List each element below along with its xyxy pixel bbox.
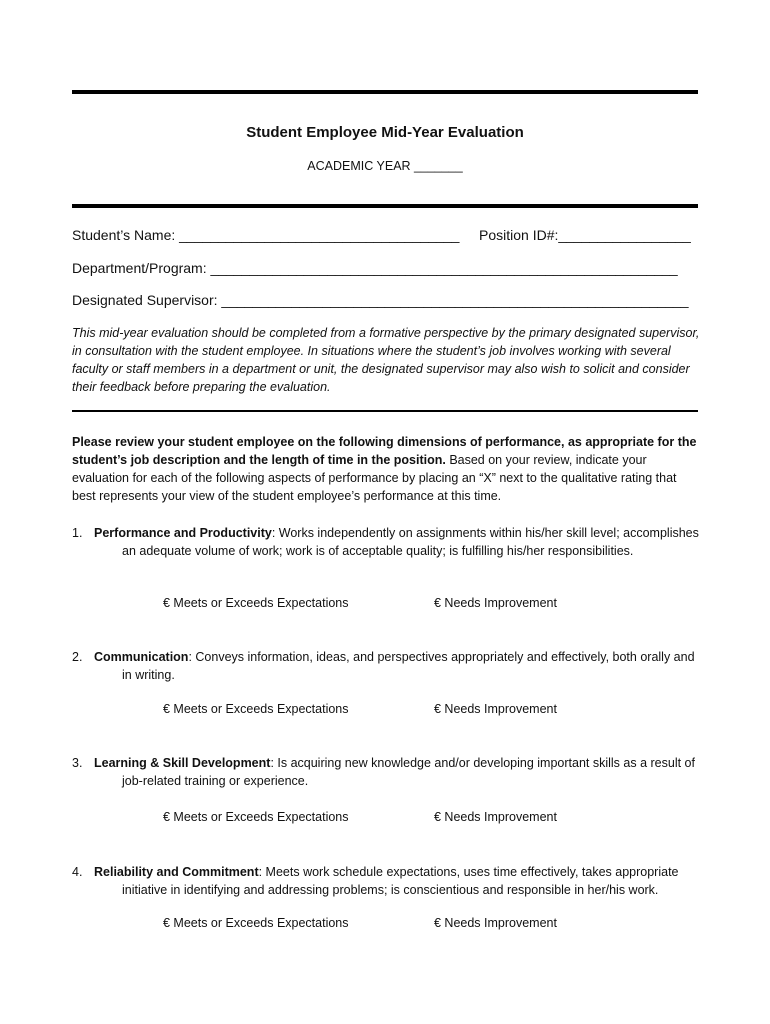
needs-improvement-option[interactable]: € Needs Improvement [434, 810, 557, 824]
academic-year-field[interactable]: ACADEMIC YEAR _______ [307, 159, 463, 173]
item-number: 3. [72, 756, 83, 770]
item-description: : Is acquiring new knowledge and/or developing important skills as a result of job-related training or experience. [122, 756, 695, 788]
needs-improvement-option[interactable]: € Needs Improvement [434, 596, 557, 610]
instructions [72, 433, 702, 505]
evaluation-item [72, 524, 702, 560]
item-title: Performance and Productivity [94, 526, 272, 540]
item-number: 1. [72, 526, 83, 540]
item-description: : Meets work schedule expectations, uses time effectively, takes appropriate initiative in identifying and addressing problems; is conscientious and responsible in her/his work. [122, 865, 679, 897]
item-number: 4. [72, 865, 83, 879]
meets-expectations-option[interactable]: € Meets or Exceeds Expectations [163, 810, 349, 824]
header-bottom-rule [72, 204, 698, 208]
instructions-regular: Based on your review, indicate your evaluation for each of the following aspects of performance by placing an “X” next to the qualitative rating that best represents your view of the student employee’s performance at this time. [72, 453, 677, 503]
item-title: Communication [94, 650, 189, 664]
item-title: Learning & Skill Development [94, 756, 271, 770]
section-divider [72, 410, 698, 412]
evaluation-item [72, 754, 702, 790]
meets-expectations-option[interactable]: € Meets or Exceeds Expectations [163, 702, 349, 716]
position-id-field[interactable]: Position ID#:_________________ [479, 227, 691, 243]
form-title: Student Employee Mid-Year Evaluation [246, 124, 524, 141]
top-rule [72, 90, 698, 94]
item-description: : Conveys information, ideas, and perspectives appropriately and effectively, both orally and in writing. [122, 650, 695, 682]
intro-text: This mid-year evaluation should be completed from a formative perspective by the primary designated supervisor, in consultation with the student employee. In situations where the student’s job involves working with several faculty or staff members in a department or unit, the designated supervisor may also wish to solicit and consider their feedback before preparing the evaluation. [72, 326, 700, 394]
item-number: 2. [72, 650, 83, 664]
needs-improvement-option[interactable]: € Needs Improvement [434, 702, 557, 716]
student-name-field[interactable]: Student’s Name: ____________________________________ [72, 227, 460, 243]
instructions-bold: Please review your student employee on the following dimensions of performance, as appropriate for the student’s job description and the length of time in the position. [72, 435, 697, 467]
department-field[interactable]: Department/Program: ____________________________________________________________ [72, 260, 678, 276]
meets-expectations-option[interactable]: € Meets or Exceeds Expectations [163, 596, 349, 610]
evaluation-item [72, 648, 702, 684]
item-title: Reliability and Commitment [94, 865, 259, 879]
item-description: : Works independently on assignments within his/her skill level; accomplishes an adequate volume of work; work is of acceptable quality; is fulfilling his/her responsibilities. [122, 526, 699, 558]
meets-expectations-option[interactable]: € Meets or Exceeds Expectations [163, 916, 349, 930]
evaluation-item [72, 863, 702, 899]
needs-improvement-option[interactable]: € Needs Improvement [434, 916, 557, 930]
supervisor-field[interactable]: Designated Supervisor: ____________________________________________________________ [72, 292, 689, 308]
